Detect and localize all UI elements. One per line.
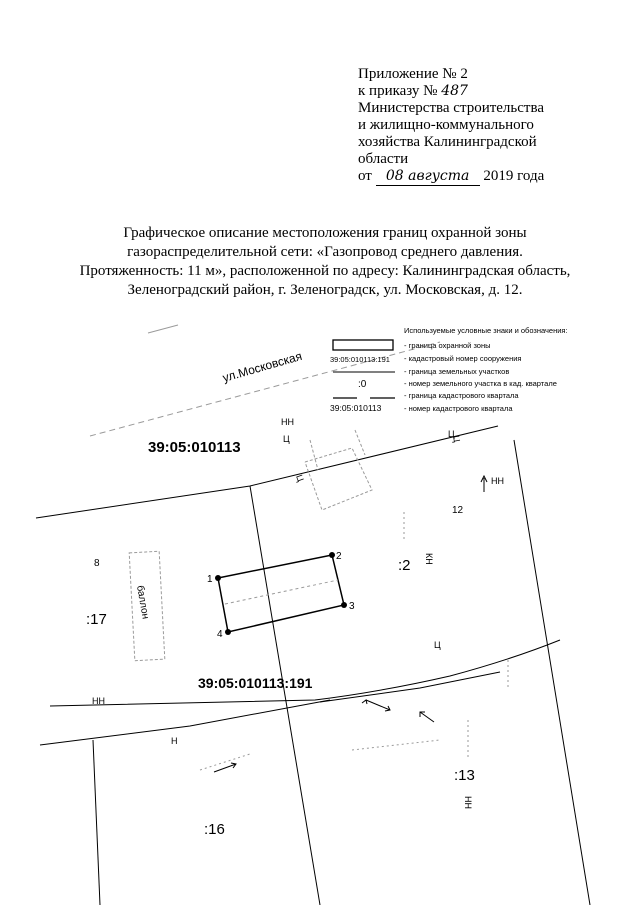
quarter-number: 39:05:010113 bbox=[148, 439, 241, 456]
legend-item-label: - кадастровый номер сооружения bbox=[404, 354, 522, 363]
ministry-line-2: и жилищно-коммунального bbox=[358, 117, 534, 133]
legend-heading: Используемые условные знаки и обозначения: bbox=[404, 326, 568, 335]
order-number: 487 bbox=[441, 83, 468, 99]
ministry-line-4: области bbox=[358, 151, 409, 167]
structure-number: 39:05:010113:191 bbox=[198, 675, 313, 691]
legend-item-symbol: 39:05:010113:191 bbox=[330, 355, 390, 364]
parcel-boundary bbox=[36, 426, 498, 518]
title-line-4: Зеленоградский район, г. Зеленоградск, ул. Московская, д. 12. bbox=[127, 282, 523, 298]
map-annotation: НН bbox=[92, 696, 105, 706]
vertex-point bbox=[215, 575, 221, 581]
vertex-point bbox=[329, 552, 335, 558]
map-annotation: НН bbox=[281, 417, 294, 427]
protection-zone bbox=[218, 555, 344, 632]
legend-item-symbol: 39:05:010113 bbox=[330, 403, 382, 413]
vertex-point bbox=[341, 602, 347, 608]
map-annotation: Н bbox=[171, 736, 178, 746]
street-dashed-line bbox=[148, 325, 178, 333]
parcel-boundary bbox=[50, 640, 560, 706]
title-line-2: газораспределительной сети: «Газопровод среднего давления. bbox=[127, 244, 523, 260]
date-suffix: 2019 года bbox=[483, 168, 545, 184]
balloon-label: баллон bbox=[134, 584, 151, 620]
parcel-boundary bbox=[250, 486, 320, 905]
map-annotation: 8 bbox=[94, 558, 100, 569]
legend-item-label: - граница охранной зоны bbox=[404, 341, 491, 350]
map-annotation: Ц bbox=[294, 473, 306, 483]
map-annotation: 12 bbox=[452, 505, 464, 516]
parcel-number: :16 bbox=[204, 821, 225, 838]
title-line-1: Графическое описание местоположения границ охранной зоны bbox=[123, 225, 527, 241]
ministry-line-1: Министерства строительства bbox=[358, 100, 545, 116]
vertex-label: 2 bbox=[336, 551, 342, 562]
map-annotation: КН bbox=[424, 553, 434, 565]
parcel-number: :13 bbox=[454, 767, 475, 784]
map-annotation: Ц bbox=[283, 434, 290, 444]
legend-item-label: - номер кадастрового квартала bbox=[404, 404, 513, 413]
parcel-number: :17 bbox=[86, 611, 107, 628]
ministry-line-3: хозяйства Калининградской bbox=[358, 134, 537, 150]
legend-item-label: - номер земельного участка в кад. квартале bbox=[404, 379, 557, 388]
slope-arrow bbox=[214, 476, 487, 772]
parcel-number: :2 bbox=[398, 557, 411, 574]
vertex-label: 3 bbox=[349, 601, 355, 612]
gas-pipe-line bbox=[225, 580, 338, 604]
faint-marks bbox=[200, 512, 508, 770]
parcel-boundary bbox=[93, 740, 100, 905]
map-annotation: НН bbox=[463, 796, 473, 809]
map-annotation: Ц bbox=[434, 640, 441, 650]
legend-zone-symbol bbox=[333, 340, 393, 350]
legend-item-label: - граница кадастрового квартала bbox=[404, 391, 519, 400]
title-line-3: Протяженность: 11 м», расположенной по адресу: Калининградская область, bbox=[79, 263, 571, 279]
map-annotation: Ц bbox=[451, 434, 463, 443]
map-annotation: НН bbox=[491, 476, 504, 486]
street-name: ул.Московская bbox=[220, 348, 304, 385]
order-prefix: к приказу № bbox=[358, 83, 438, 99]
legend bbox=[330, 326, 568, 413]
legend-item-label: - граница земельных участков bbox=[404, 367, 510, 376]
vertex-label: 4 bbox=[217, 629, 223, 640]
map-annotation: Ц bbox=[448, 429, 455, 439]
parcel-boundary bbox=[320, 672, 500, 702]
vertex-label: 1 bbox=[207, 574, 213, 585]
vertex-point bbox=[225, 629, 231, 635]
date-prefix: от bbox=[358, 168, 372, 184]
annex-line: Приложение № 2 bbox=[358, 66, 468, 82]
date-handwritten: 08 августа bbox=[376, 168, 480, 186]
legend-item-symbol: :0 bbox=[358, 379, 367, 390]
parcel-boundary bbox=[514, 440, 590, 905]
